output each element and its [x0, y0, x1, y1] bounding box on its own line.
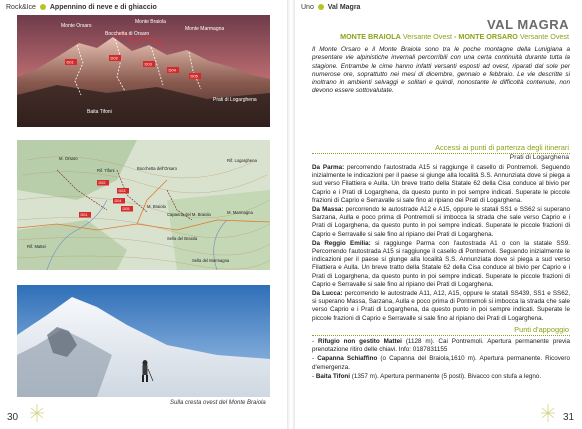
book-title: Rock&Ice: [6, 4, 36, 11]
peak1-name: MONTE BRAIOLA: [340, 32, 401, 41]
page-title: VAL MAGRA: [486, 17, 569, 32]
support-item: - Capanna Schiaffino (o Capanna del Braiola,1610 m). Apertura permanente. Ricovero d'emergenza.: [312, 355, 571, 371]
label-monte-braiola: Monte Braiola: [135, 19, 166, 25]
route-tag-d03: D03: [144, 61, 152, 67]
support-item: - Rifugio non gestito Mattei (1128 m). Cai Pontremoli. Apertura permanente previa prenotazione ritiro delle chiavi. Info: 0187831155: [312, 338, 570, 354]
bullet-dot-icon: [318, 4, 324, 10]
support-item: - Baita Tifoni (1357 m). Apertura permanente (5 posti). Bivacco con stufa a legno.: [312, 372, 542, 380]
access-item: Da Parma: percorrendo l'autostrada A15 si raggiunge il casello di Pontremoli. Seguendo inizialmente le indicazioni per il paese si giunge alla località S.S. Annunziata dove si piega a sud verso Filattiera e Aulla. Un breve tratto della Statale 62 della Cisa conduce al bivio per Caprio e i Prati di Logarghena, da questo punto in poi sempre indicati. Superate le piccole frazioni di Caprio e Serravalle si sale fino al ripiano dei Prati di Logarghena.: [312, 164, 570, 204]
intro-paragraph: Il Monte Orsaro e il Monte Braiola sono tra le poche montagne della Lunigiana a presentare vie alpinistiche invernali percorribili con una certa continuità durante tutta la stagione. Entrambe le cime hanno infatti versanti esposti ad ovest, riparati dal sole per numerose ore, soprattutto nei mesi di dicembre, gennaio e febbraio. Le vie descritte si inoltrano in ambienti selvaggi e solitari e quindi, nonostante le difficoltà contenute, non devono essere sottovalutate.: [312, 46, 570, 95]
chapter-prefix: Uno: [301, 4, 314, 11]
page-number-right: 31: [563, 412, 575, 423]
access-subheading: Prati di Logarghena: [509, 154, 569, 161]
label-monte-marmagna: Monte Marmagna: [185, 26, 225, 32]
map-label-capanna: Capanna del M. Braiola: [167, 212, 211, 217]
support-heading: Punti d'appoggio: [514, 325, 569, 334]
map-tag-d05: D05: [122, 207, 130, 212]
map-tag-d01: D01: [80, 213, 88, 218]
map-label-rif-logarghena: Rif. Logarghena: [227, 158, 257, 163]
book-gutter: [287, 0, 295, 429]
peak1-face: Versante Ovest: [402, 32, 452, 41]
route-tag-d05: D05: [190, 73, 198, 79]
route-tag-d04: D04: [168, 67, 176, 73]
label-baita-tifoni: Baita Tifoni: [87, 109, 112, 115]
map-label-m-braiola: M. Braiola: [147, 204, 166, 209]
snow-ridge-photo: [17, 285, 270, 397]
map-label-rif-tifoni: Rif. Tifoni: [97, 168, 115, 173]
left-running-head: [6, 4, 157, 11]
access-heading: Accessi ai punti di partenza degli itinerari: [435, 143, 569, 152]
right-running-head: [301, 4, 360, 11]
page-number-left: 30: [7, 412, 19, 423]
book-section: Appennino di neve e di ghiaccio: [49, 4, 157, 11]
peak2-face: Versante Ovest: [519, 32, 569, 41]
bullet-dot-icon: [40, 4, 46, 10]
label-prati-logarghena: Prati di Logarghena: [213, 97, 257, 103]
route-tag-d01: D01: [66, 59, 74, 65]
map-tag-d03: D03: [118, 189, 126, 194]
page-ornament-icon: [28, 402, 46, 424]
map-label-bocchetta: Bocchetta dell'Orsaro: [137, 166, 177, 171]
support-divider: [312, 335, 570, 336]
label-monte-orsaro: Monte Orsaro: [61, 23, 92, 29]
map-tag-d02: D02: [98, 181, 106, 186]
access-list: [312, 164, 570, 324]
support-list: [312, 338, 570, 382]
mountain-ridge-photo: [17, 15, 270, 127]
map-label-m-orsaro: M. Orsaro: [59, 156, 78, 161]
left-page: [0, 0, 287, 429]
chapter-section: Val Magra: [327, 4, 361, 11]
access-item: Da Massa: percorrendo le autostrade A12 e A15, oppure le statali SS1 e SS62 si superano Sarzana, Aulla e poco prima di Pontremoli si imbocca la strada che sale verso Caprio e i Prati di Logarghena, da questo punto in poi sempre indicati. Superate le piccole frazioni di Caprio e Serravalle si sale fino al ripiano dei Prati di Logarghena.: [312, 206, 571, 238]
photo-caption: Sulla cresta ovest del Monte Braiola: [170, 400, 266, 406]
map-label-rif-mattei: Rif. Mattei: [27, 244, 46, 249]
map-label-sella-braiola: Sella del Braiola: [167, 236, 198, 241]
map-label-m-marmagna: M. Marmagna: [227, 210, 253, 215]
topographic-map: [17, 140, 270, 270]
page-subtitle: MONTE BRAIOLA Versante Ovest - MONTE ORSARO Versante Ovest: [340, 32, 569, 41]
map-label-sella-marmagna: Sella del Marmagna: [192, 258, 230, 263]
access-item: Da Reggio Emilia: si raggiunge Parma con l'autostrada A1 o con la statale SS9. Percorrendo l'autostrada A15 si raggiunge il casello di Pontremoli. Seguendo inizialmente le indicazioni per il paese si giunge alla località S.S. Annunziata dove si piega a sud verso Filattiera e Aulla. Un breve tratto della Statale 62 della Cisa conduce al bivio per Caprio e i Prati di Logarghena, da questo punto in poi sempre indicati. Superate le piccole frazioni di Caprio e Serravalle si sale fino al ripiano dei Prati di Logarghena.: [312, 239, 570, 288]
label-bocchetta: Bocchetta di Orsaro: [105, 31, 150, 37]
page-ornament-icon: [539, 402, 557, 424]
map-tag-d04: D04: [114, 199, 122, 204]
peak2-name: MONTE ORSARO: [458, 32, 518, 41]
right-page: [295, 0, 582, 429]
route-tag-d02: D02: [110, 55, 118, 61]
access-item: Da Lucca: percorrendo le autostrade A11, A12, A15, oppure le statali SS439, SS1 e SS62, si superano Massa, Sarzana, Aulla e poco prima di Pontremoli si imbocca la strada che sale verso Caprio e i Prati di Logarghena, da questo punto in poi sempre indicati. Superate le piccole frazioni di Caprio e Serravalle si sale fino al ripiano dei Prati di Logarghena.: [312, 290, 570, 322]
